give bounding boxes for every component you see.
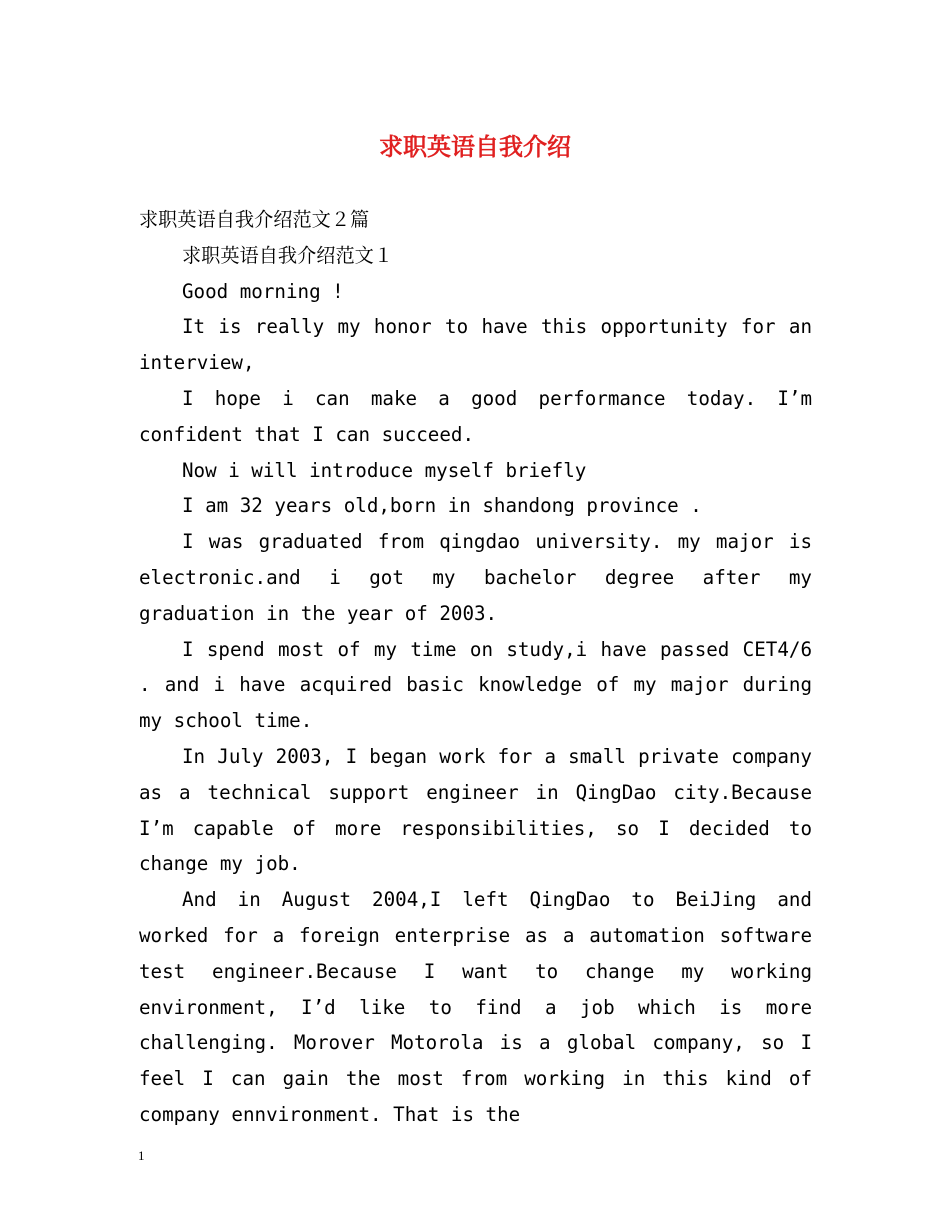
paragraph-first-job: In July 2003, I began work for a small private company as a technical support engineer in QingDao city.Because I’m capable of more responsibilities, so I decided to change my job. (139, 744, 812, 876)
section-heading: 求职英语自我介绍范文２篇 (139, 208, 370, 231)
paragraph-second-job: And in August 2004,I left QingDao to BeiJing and worked for a foreign enterprise as a automation software test engineer.Because I want to change my working environment, I’d like to find a job which is more challenging. Morover Motorola is a global company, so I feel I can gain the most from working in this kind of company ennvironment. That is the (139, 888, 812, 1126)
paragraph-greeting: Good morning ! (182, 279, 344, 303)
subsection-heading: 求职英语自我介绍范文１ (182, 243, 394, 267)
paragraph-hope: I hope i can make a good performance today. I’m confident that I can succeed. (139, 386, 812, 446)
paragraph-study: I spend most of my time on study,i have passed CET4/6 . and i have acquired basic knowledge of my major during my school time. (139, 637, 812, 733)
paragraph-age: I am 32 years old,born in shandong province . (182, 494, 702, 518)
paragraph-honor: It is really my honor to have this opportunity for an interview, (139, 315, 812, 375)
paragraph-education: I was graduated from qingdao university. my major is electronic.and i got my bachelor degree after my graduation in the year of 2003. (139, 530, 812, 625)
document-body (139, 202, 812, 1133)
paragraph-introduce: Now i will introduce myself briefly (182, 458, 587, 482)
document-title: 求职英语自我介绍 (379, 132, 571, 161)
page-number: 1 (138, 1148, 145, 1163)
